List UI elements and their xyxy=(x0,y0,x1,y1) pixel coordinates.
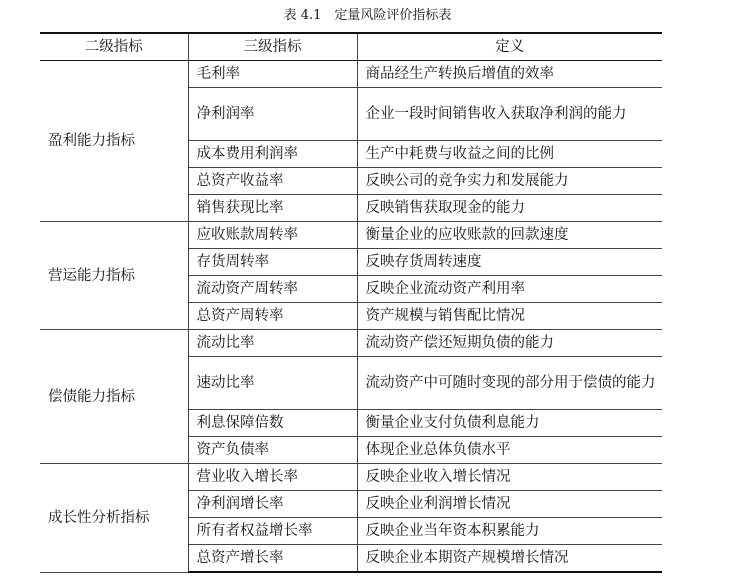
definition-cell: 企业一段时间销售收入获取净利润的能力 xyxy=(357,88,662,141)
definition-cell: 反映销售获取现金的能力 xyxy=(357,195,662,222)
definition-cell: 反映存货周转速度 xyxy=(357,249,662,276)
table-row xyxy=(40,464,662,491)
definition-cell: 体现企业总体负债水平 xyxy=(357,437,662,464)
level3-indicator-cell: 存货周转率 xyxy=(188,249,357,276)
table-caption: 表 4.1 定量风险评价指标表 xyxy=(283,8,452,23)
definition-cell: 资产规模与销售配比情况 xyxy=(357,303,662,330)
level3-indicator-cell: 流动资产周转率 xyxy=(188,276,357,303)
header-definition: 定义 xyxy=(357,33,662,61)
level3-indicator-cell: 总资产增长率 xyxy=(188,545,357,573)
level3-indicator-cell: 总资产周转率 xyxy=(188,303,357,330)
level3-indicator-cell: 销售获现比率 xyxy=(188,195,357,222)
level3-indicator-cell: 流动比率 xyxy=(188,330,357,357)
metrics-table xyxy=(40,32,662,573)
level2-indicator-cell: 成长性分析指标 xyxy=(40,464,188,573)
level3-indicator-cell: 营业收入增长率 xyxy=(188,464,357,491)
definition-cell: 商品经生产转换后增值的效率 xyxy=(357,61,662,88)
definition-cell: 反映企业利润增长情况 xyxy=(357,491,662,518)
definition-cell: 反映企业流动资产利用率 xyxy=(357,276,662,303)
definition-cell: 流动资产中可随时变现的部分用于偿债的能力 xyxy=(357,357,662,410)
level2-indicator-cell: 盈利能力指标 xyxy=(40,61,188,222)
level3-indicator-cell: 成本费用利润率 xyxy=(188,141,357,168)
level3-indicator-cell: 应收账款周转率 xyxy=(188,222,357,249)
level3-indicator-cell: 利息保障倍数 xyxy=(188,410,357,437)
level3-indicator-cell: 所有者权益增长率 xyxy=(188,518,357,545)
definition-cell: 反映公司的竞争实力和发展能力 xyxy=(357,168,662,195)
level3-indicator-cell: 净利润率 xyxy=(188,88,357,141)
table-row xyxy=(40,222,662,249)
header-level3: 三级指标 xyxy=(188,33,357,61)
header-row xyxy=(40,33,662,61)
definition-cell: 衡量企业支付负债利息能力 xyxy=(357,410,662,437)
level2-indicator-cell: 偿债能力指标 xyxy=(40,330,188,464)
definition-cell: 反映企业收入增长情况 xyxy=(357,464,662,491)
level3-indicator-cell: 速动比率 xyxy=(188,357,357,410)
definition-cell: 反映企业当年资本积累能力 xyxy=(357,518,662,545)
level3-indicator-cell: 毛利率 xyxy=(188,61,357,88)
table-row xyxy=(40,330,662,357)
header-level2: 二级指标 xyxy=(40,33,188,61)
definition-cell: 反映企业本期资产规模增长情况 xyxy=(357,545,662,573)
definition-cell: 流动资产偿还短期负债的能力 xyxy=(357,330,662,357)
level2-indicator-cell: 营运能力指标 xyxy=(40,222,188,330)
level3-indicator-cell: 资产负债率 xyxy=(188,437,357,464)
definition-cell: 衡量企业的应收账款的回款速度 xyxy=(357,222,662,249)
table-body xyxy=(40,61,662,573)
level3-indicator-cell: 总资产收益率 xyxy=(188,168,357,195)
definition-cell: 生产中耗费与收益之间的比例 xyxy=(357,141,662,168)
level3-indicator-cell: 净利润增长率 xyxy=(188,491,357,518)
table-row xyxy=(40,61,662,88)
